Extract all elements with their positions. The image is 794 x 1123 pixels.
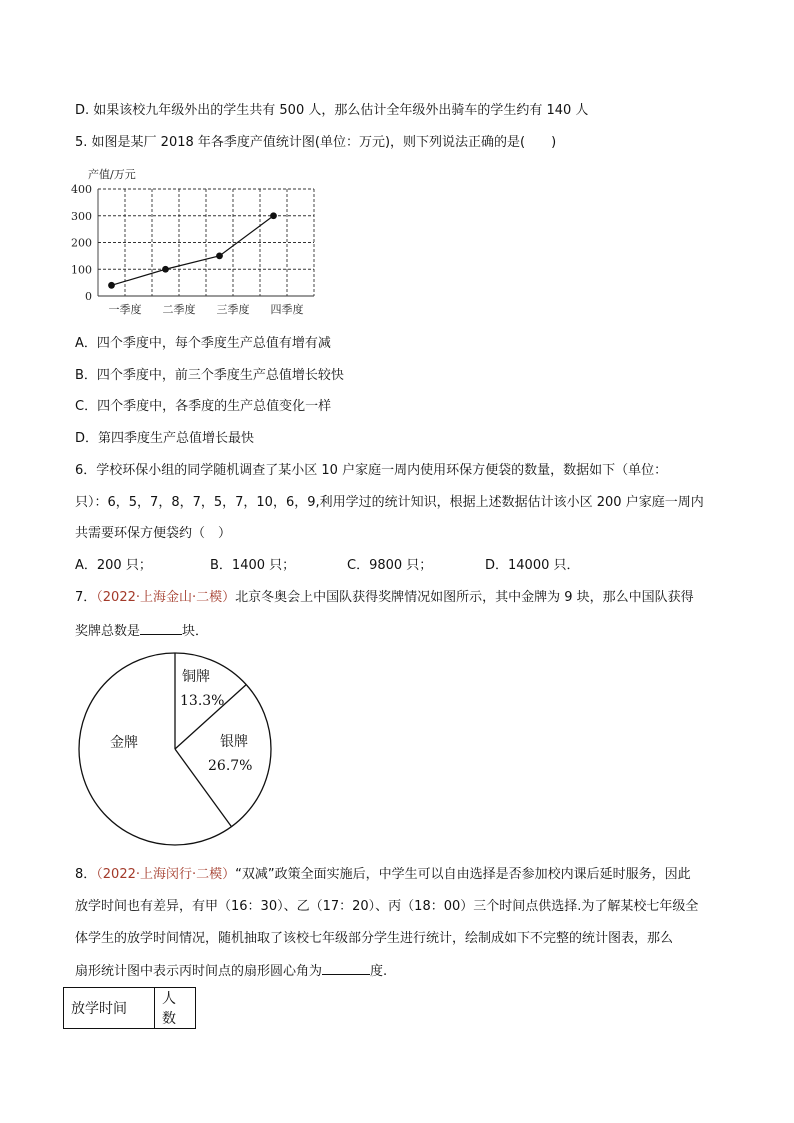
data-point xyxy=(216,252,223,259)
x-tick-label: 二季度 xyxy=(162,303,196,316)
q5-stem: 5. 如图是某厂 2018 年各季度产值统计图(单位：万元)，则下列说法正确的是( ) xyxy=(75,135,557,150)
q6-option-c: C．9800 只； xyxy=(347,558,433,573)
q8-table xyxy=(63,987,196,1029)
q5-option-c: C．四个季度中，各季度的生产总值变化一样 xyxy=(75,399,332,414)
q7-answer-blank xyxy=(140,620,182,635)
chart-xticks xyxy=(109,302,304,316)
y-tick-label: 300 xyxy=(71,209,92,223)
data-point xyxy=(270,212,277,219)
q7-number: 7． xyxy=(75,590,97,605)
q8-answer-blank xyxy=(322,960,370,975)
x-tick-label: 三季度 xyxy=(216,303,250,316)
x-tick-label: 四季度 xyxy=(270,303,304,316)
q8-number: 8． xyxy=(75,867,97,882)
q8-source: （2022·上海闵行·二模） xyxy=(96,867,236,882)
q7-source: （2022·上海金山·二模） xyxy=(96,590,236,605)
q6-option-a: A．200 只； xyxy=(75,558,152,573)
q7-line-1 xyxy=(75,588,694,608)
q4-option-d: D. 如果该校九年级外出的学生共有 500 人，那么估计全年级外出骑车的学生约有 140 人 xyxy=(75,103,589,118)
q7-line-2-pre: 奖牌总数是 xyxy=(75,624,141,639)
q5-option-a: A．四个季度中，每个季度生产总值有增有减 xyxy=(75,336,331,351)
pie-pct-silver: 26.7% xyxy=(208,758,253,774)
q7-line-2 xyxy=(75,620,208,642)
table-header-count: 人数 xyxy=(155,988,196,1029)
q8-line-2: 放学时间也有差异，有甲（16：30）、乙（17：20）、丙（18：00）三个时间点供选择.为了解某校七年级全 xyxy=(75,899,699,914)
y-tick-label: 100 xyxy=(71,263,92,277)
q5-option-b: B．四个季度中，前三个季度生产总值增长较快 xyxy=(75,368,344,383)
x-tick-label: 一季度 xyxy=(108,303,142,316)
table-header-time: 放学时间 xyxy=(64,988,155,1029)
pie-label-bronze: 铜牌 xyxy=(182,669,210,685)
series-line xyxy=(112,216,274,286)
pie-label-silver: 银牌 xyxy=(220,734,248,750)
q7-line-1-text: 北京冬奥会上中国队获得奖牌情况如图所示，其中金牌为 9 块，那么中国队获得 xyxy=(235,590,694,605)
q8-line-4 xyxy=(75,960,387,982)
q8-line-1-text: “双减”政策全面实施后，中学生可以自由选择是否参加校内课后延时服务，因此 xyxy=(235,867,691,882)
pie-pct-bronze: 13.3% xyxy=(180,693,225,709)
q6-line-2: 只）：6，5，7，8，7，5，7，10，6，9,利用学过的统计知识，根据上述数据估计该小区 200 户家庭一周内 xyxy=(75,495,704,510)
q6-line-1: 6．学校环保小组的同学随机调查了某小区 10 户家庭一周内使用环保方便袋的数量，数据如下（单位： xyxy=(75,463,668,478)
q6-option-d: D．14000 只． xyxy=(485,558,580,573)
data-point xyxy=(162,266,169,273)
y-tick-label: 200 xyxy=(71,236,92,250)
q8-line-4-pre: 扇形统计图中表示丙时间点的扇形圆心角为 xyxy=(75,964,323,979)
pie-chart xyxy=(70,648,280,854)
q8-line-4-post: 度. xyxy=(370,964,388,979)
table-row xyxy=(64,988,196,1029)
chart-series xyxy=(108,212,277,288)
q8-line-1 xyxy=(75,865,691,885)
q5-option-d: D．第四季度生产总值增长最快 xyxy=(75,431,255,446)
y-tick-label: 0 xyxy=(85,290,92,303)
chart-yticks xyxy=(71,183,92,303)
data-point xyxy=(108,282,115,289)
line-chart xyxy=(68,160,328,320)
q8-line-3: 体学生的放学时间情况，随机抽取了该校七年级部分学生进行统计，绘制成如下不完整的统计图表，那么 xyxy=(75,931,674,946)
pie-label-gold: 金牌 xyxy=(110,735,138,751)
q6-line-3: 共需要环保方便袋约（ ） xyxy=(75,526,232,541)
q7-line-2-post: 块． xyxy=(182,624,209,639)
q6-option-b: B．1400 只； xyxy=(210,558,296,573)
chart-ylabel: 产值/万元 xyxy=(88,168,136,181)
y-tick-label: 400 xyxy=(71,183,92,196)
